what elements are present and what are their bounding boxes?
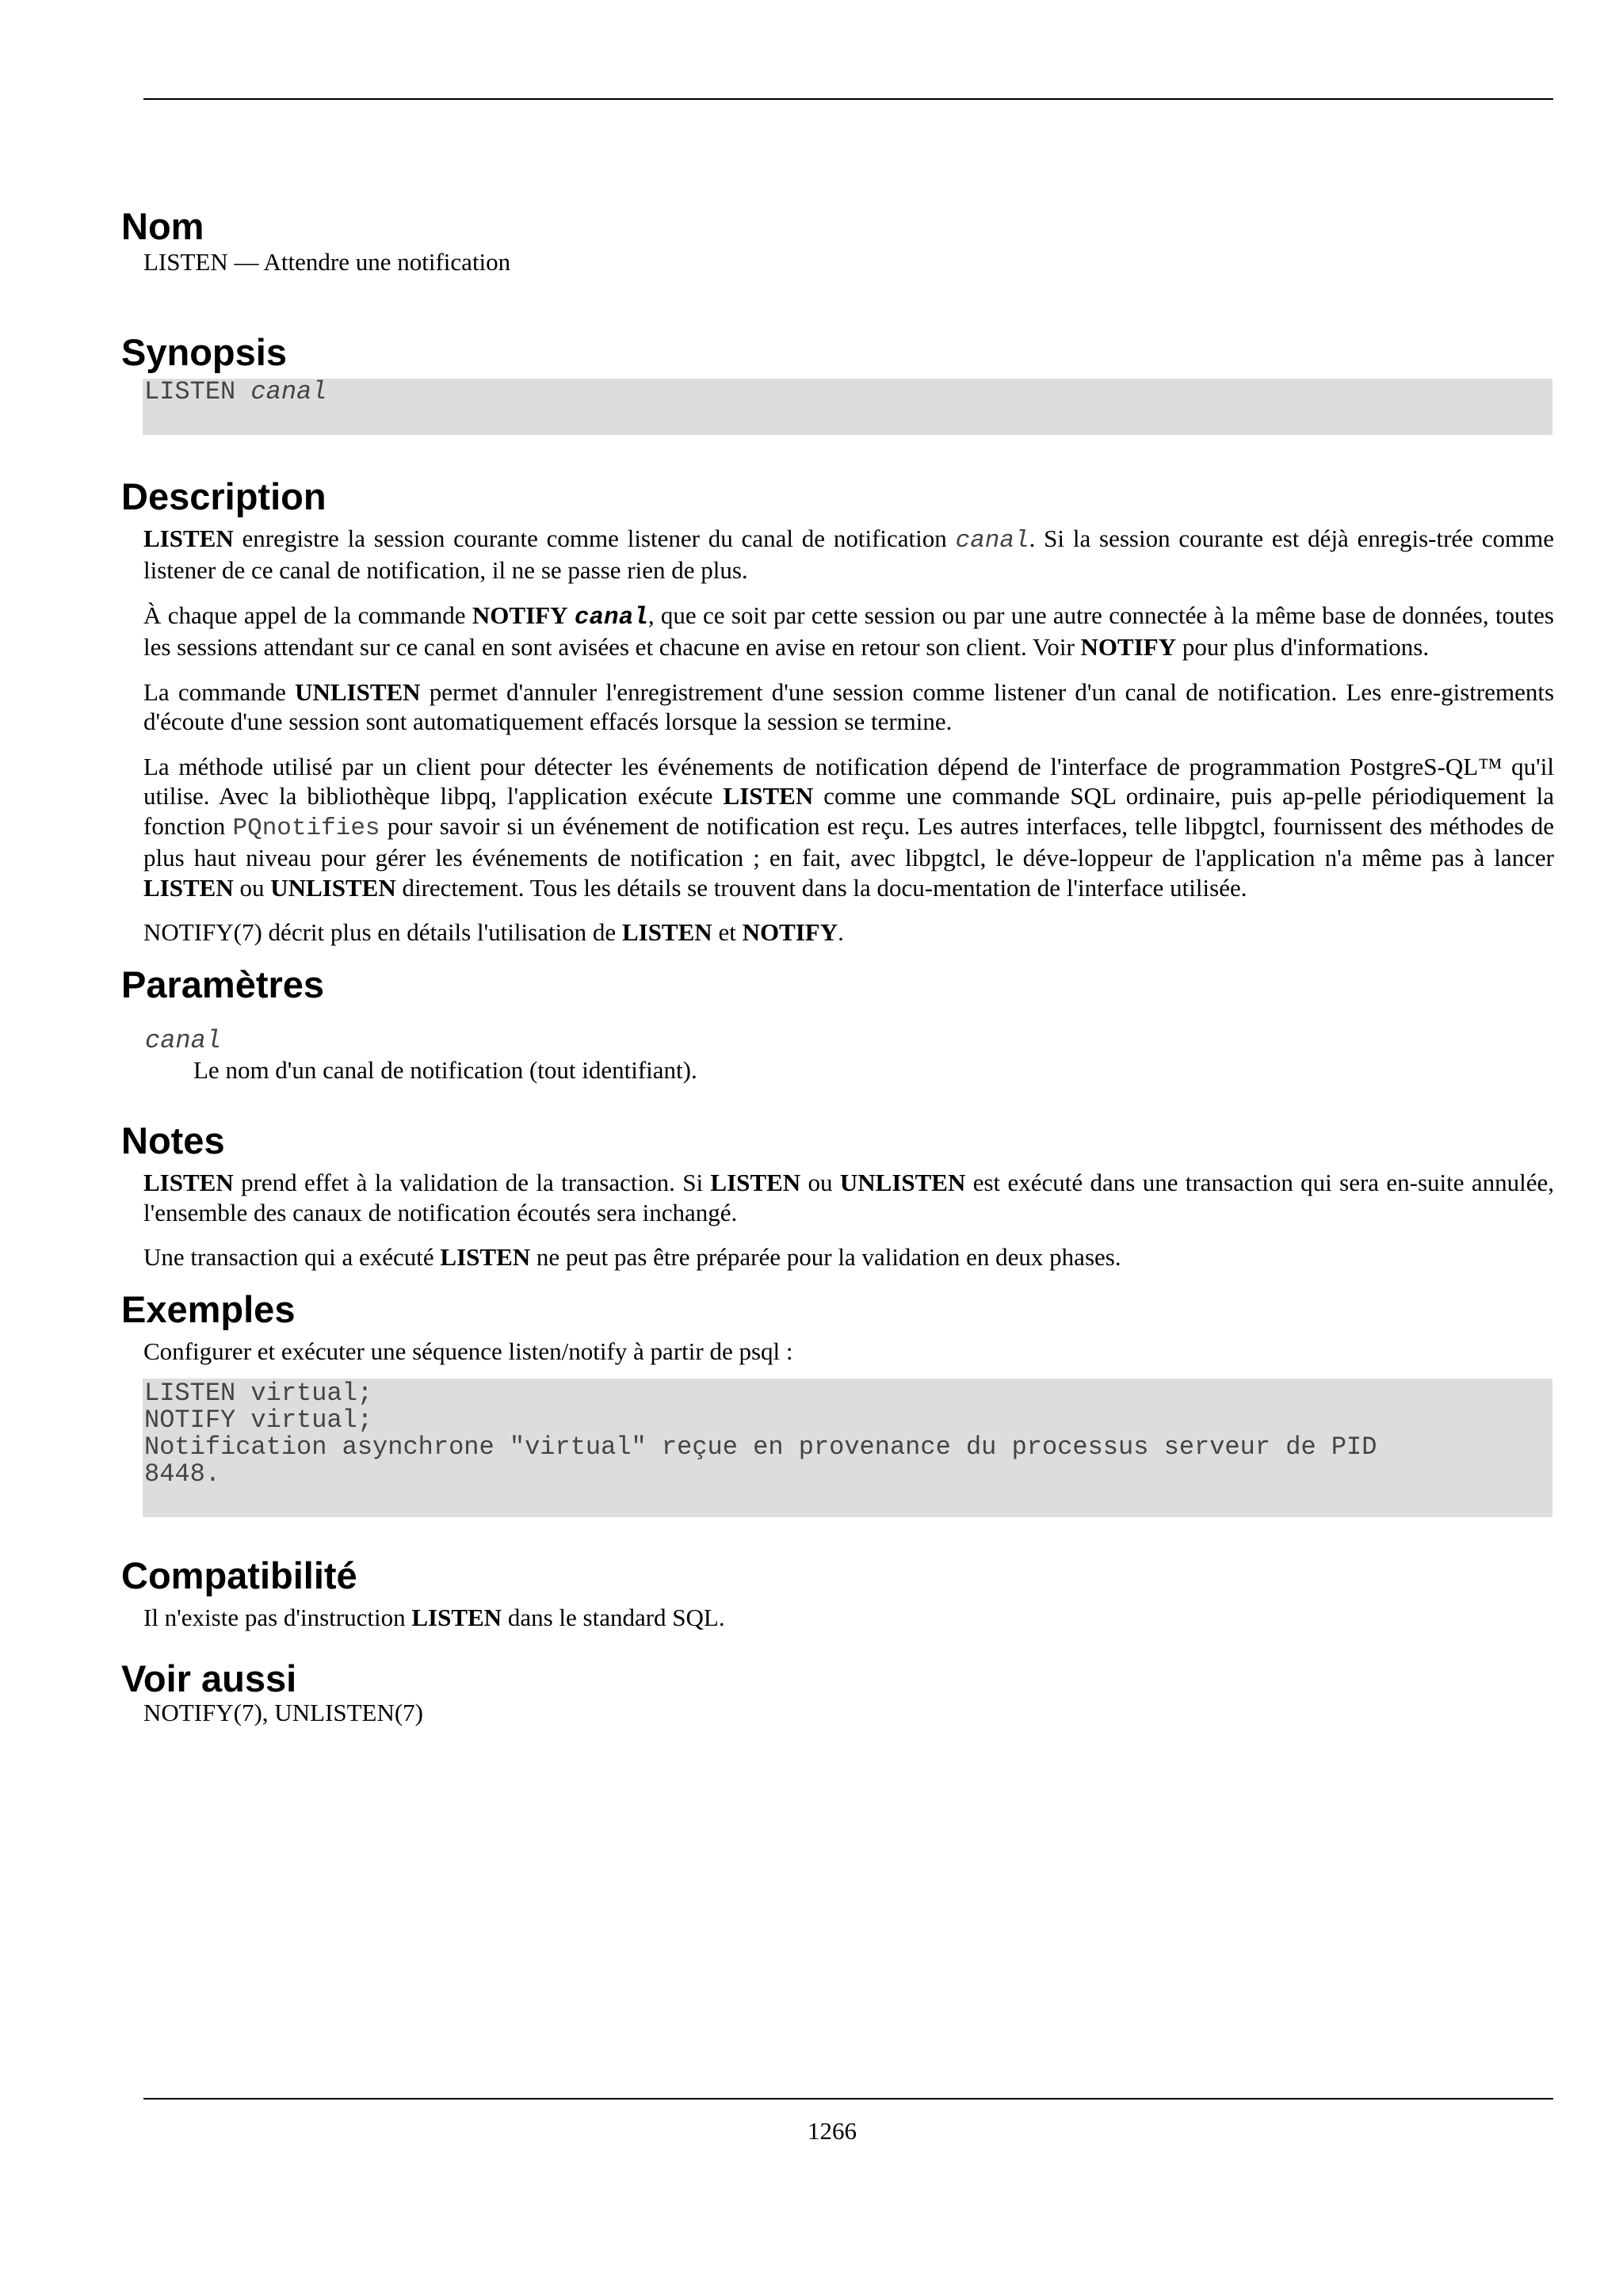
param-definition: Le nom d'un canal de notification (tout identifiant). xyxy=(193,1055,697,1084)
exemples-intro: Configurer et exécuter une séquence listen/notify à partir de psql : xyxy=(143,1337,793,1365)
section-synopsis xyxy=(121,330,1554,435)
section-voir-aussi xyxy=(121,1657,1554,1728)
heading-compatibilite: Compatibilité xyxy=(121,1554,357,1596)
cmd-unlisten: UNLISTEN xyxy=(295,677,421,706)
param-term: canal xyxy=(145,1025,222,1055)
description-paragraph-5: NOTIFY(7) décrit plus en détails l'utilisation de LISTEN et NOTIFY. xyxy=(143,918,844,946)
section-description xyxy=(121,475,1554,948)
code-line: LISTEN virtual; xyxy=(144,1379,373,1408)
code-canal: canal xyxy=(574,603,648,631)
synopsis-param: canal xyxy=(250,376,327,406)
heading-voir-aussi: Voir aussi xyxy=(121,1657,297,1699)
heading-description: Description xyxy=(121,475,327,517)
synopsis-keyword: LISTEN xyxy=(144,376,236,406)
notes-paragraph-1: LISTEN prend effet à la validation de la transaction. Si LISTEN ou UNLISTEN est exécuté dans une transaction qui sera en-suite annulée, l'ensemble des canaux de notification écoutés sera inchangé. xyxy=(143,1169,1555,1226)
example-code-block xyxy=(143,1379,1552,1517)
voir-aussi-line: NOTIFY(7), UNLISTEN(7) xyxy=(143,1698,423,1726)
code-line: NOTIFY virtual; xyxy=(144,1405,373,1435)
compatibilite-text: Il n'existe pas d'instruction LISTEN dans le standard SQL. xyxy=(143,1604,725,1631)
notes-paragraph-2: Une transaction qui a exécuté LISTEN ne peut pas être préparée pour la validation en deux phases. xyxy=(143,1243,1121,1271)
cmd-listen: LISTEN xyxy=(143,1169,234,1196)
heading-exemples: Exemples xyxy=(121,1287,296,1330)
code-canal: canal xyxy=(955,526,1029,555)
code-line: Notification asynchrone "virtual" reçue en provenance du processus serveur de PID xyxy=(144,1432,1377,1462)
code-line: 8448. xyxy=(144,1459,221,1489)
heading-parametres: Paramètres xyxy=(121,963,325,1005)
cmd-notify: NOTIFY xyxy=(742,918,838,946)
description-paragraph-3: La commande UNLISTEN permet d'annuler l'enregistrement d'une session comme listener d'un canal de notification. Les enre-gistrements d'écoute d'une session sont automatiquement effacés lorsque la session se termine. xyxy=(143,677,1555,735)
description-paragraph-1: LISTEN enregistre la session courante comme listener du canal de notification canal. Si la session courante est déjà enregis-trée comme listener de ce canal de notification, il ne se passe rien de plus. xyxy=(143,524,1554,584)
heading-notes: Notes xyxy=(121,1119,225,1161)
section-nom xyxy=(121,204,1554,277)
cmd-listen: LISTEN xyxy=(440,1243,531,1271)
description-paragraph-2: À chaque appel de la commande NOTIFY canal, que ce soit par cette session ou par une autre connectée à la même base de données, toutes les sessions attendant sur ce canal en sont avisées et chacune en avise en retour son client. Voir NOTIFY pour plus d'informations. xyxy=(143,601,1554,661)
cmd-listen: LISTEN xyxy=(710,1169,801,1196)
cmd-listen: LISTEN xyxy=(143,524,234,552)
section-compatibilite xyxy=(121,1554,1554,1633)
page-number: 1266 xyxy=(808,2117,857,2145)
code-pqnotifies: PQnotifies xyxy=(232,814,380,842)
section-notes xyxy=(121,1119,1554,1272)
document-body xyxy=(121,204,1554,1727)
cmd-listen: LISTEN xyxy=(411,1604,502,1631)
cmd-unlisten: UNLISTEN xyxy=(270,873,396,902)
synopsis-block xyxy=(143,376,1552,435)
heading-synopsis: Synopsis xyxy=(121,330,287,373)
section-parametres xyxy=(121,963,1554,1085)
footer-rule xyxy=(143,2098,1553,2100)
cmd-notify: NOTIFY xyxy=(1080,633,1177,661)
section-exemples xyxy=(121,1287,1554,1518)
cmd-unlisten: UNLISTEN xyxy=(839,1169,966,1196)
heading-nom: Nom xyxy=(121,205,204,247)
cmd-listen: LISTEN xyxy=(723,782,814,810)
description-paragraph-4: La méthode utilisé par un client pour détecter les événements de notification dépend de l'interface de programmation PostgreS-QL™ qu'il utilise. Avec la bibliothèque libpq, l'application exécute LISTEN comme une commande SQL ordinaire, puis ap-pelle périodiquement la fonction PQnotifies pour savoir si un événement de notification est reçu. Les autres interfaces, telle libpgtcl, fournissent des méthodes de plus haut niveau pour gérer les événements de notification ; en fait, avec libpgtcl, le déve-loppeur de l'application n'a même pas à lancer LISTEN ou UNLISTEN directement. Tous les détails se trouvent dans la docu-mentation de l'interface utilisée. xyxy=(143,752,1555,902)
cmd-listen: LISTEN xyxy=(143,873,234,902)
header-rule xyxy=(143,98,1553,100)
cmd-notify: NOTIFY xyxy=(472,601,568,629)
cmd-listen: LISTEN xyxy=(621,918,712,946)
nom-line: LISTEN — Attendre une notification xyxy=(143,248,511,276)
